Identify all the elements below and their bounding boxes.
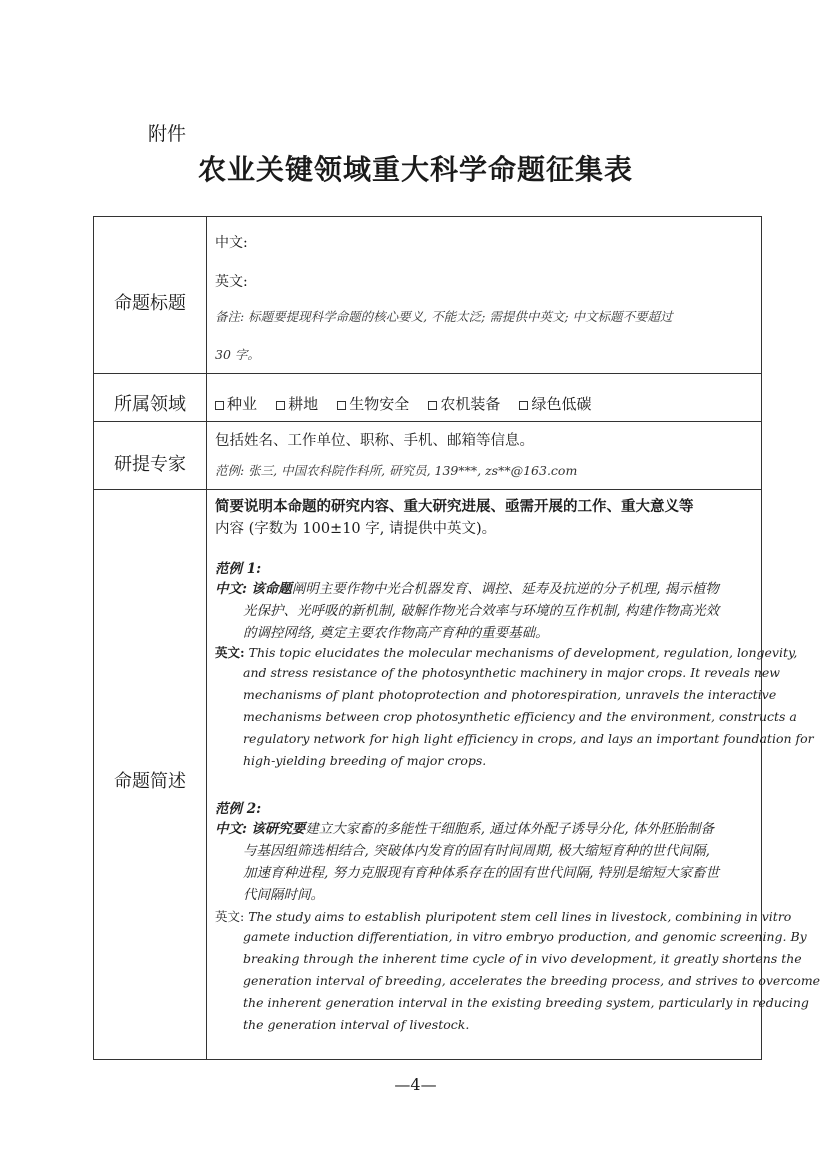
example2-en-line3: breaking through the inherent time cycle of in vivo development, it greatly shortens the (243, 951, 802, 966)
page-number: —4— (394, 1075, 437, 1094)
label-expert: 研提专家 (114, 454, 186, 475)
example1-zh-line3: 的调控网络, 奠定主要农作物高产育种的重要基础。 (243, 625, 549, 641)
page-title: 农业关键领域重大科学命题征集表 (197, 153, 633, 186)
expert-instruction: 包括姓名、工作单位、职称、手机、邮箱等信息。 (215, 433, 534, 449)
example2-zh-line1: 中文: 该研究要建立大家畜的多能性干细胞系, 通过体外配子诱导分化, 体外胚胎制备 (215, 821, 714, 837)
checkbox-icon[interactable] (337, 401, 346, 410)
chinese-title-field[interactable]: 中文: (215, 235, 248, 251)
example1-zh-line1: 中文: 该命题阐明主要作物中光合机器发育、调控、延寿及抗逆的分子机理, 揭示植物 (215, 581, 719, 597)
column-divider (206, 217, 207, 1059)
title-note-line1: 备注: 标题要提现科学命题的核心要义, 不能太泛; 需提供中英文; 中文标题不要超过 (215, 309, 673, 324)
label-summary: 命题简述 (114, 771, 186, 792)
option-farmland[interactable]: 耕地 (276, 395, 318, 413)
example1-en-line5: regulatory network for high light efficiency in crops, and lays an important foundation for (243, 731, 814, 746)
example2-en-line2: gamete induction differentiation, in vitro embryo production, and genomic screening. By (243, 929, 807, 944)
example2-en-line4: generation interval of breeding, accelerates the breeding process, and strives to overcome (243, 973, 821, 988)
option-biosecurity[interactable]: 生物安全 (337, 395, 409, 413)
checkbox-icon[interactable] (519, 401, 528, 410)
example1-en-line1: 英文: This topic elucidates the molecular mechanisms of development, regulation, longevity, (215, 645, 798, 660)
example2-en-line1: 英文: The study aims to establish pluripotent stem cell lines in livestock, combining in vitro (215, 909, 792, 924)
example1-en-line2: and stress resistance of the photosynthetic machinery in major crops. It reveals new (243, 665, 780, 680)
summary-intro-line2: 内容 (字数为 100±10 字, 请提供中英文)。 (215, 521, 497, 537)
topic-title-cell[interactable] (215, 217, 755, 373)
example1-en-line6: high-yielding breeding of major crops. (243, 753, 487, 768)
example1-zh-line2: 光保护、光呼吸的新机制, 破解作物光合效率与环境的互作机制, 构建作物高光效 (243, 603, 720, 619)
example2-zh-line3: 加速育种进程, 努力克服现有育种体系存在的固有世代间隔, 特别是缩短大家畜世 (243, 865, 720, 881)
example2-title: 范例 2: (215, 801, 262, 817)
checkbox-icon[interactable] (215, 401, 224, 410)
example2-en-line5: the inherent generation interval in the existing breeding system, particularly in reducing (243, 995, 809, 1010)
label-topic-title: 命题标题 (114, 293, 186, 314)
label-field: 所属领域 (114, 394, 186, 415)
summary-cell[interactable] (215, 489, 821, 1059)
row-divider (94, 373, 761, 374)
english-title-field[interactable]: 英文: (215, 274, 248, 290)
example2-en-line6: the generation interval of livestock. (243, 1017, 470, 1032)
example2-zh-line4: 代间隔时间。 (243, 887, 324, 903)
expert-cell[interactable] (215, 421, 755, 489)
proposal-form-table (93, 216, 821, 1060)
option-green-low-carbon[interactable]: 绿色低碳 (519, 395, 591, 413)
option-seed-industry[interactable]: 种业 (215, 395, 257, 413)
checkbox-icon[interactable] (428, 401, 437, 410)
example1-title: 范例 1: (215, 561, 262, 577)
summary-intro-line1: 简要说明本命题的研究内容、重大研究进展、亟需开展的工作、重大意义等 (215, 499, 694, 515)
checkbox-icon[interactable] (276, 401, 285, 410)
option-agri-machinery[interactable]: 农机装备 (428, 395, 500, 413)
example2-zh-line2: 与基因组筛选相结合, 突破体内发育的固有时间周期, 极大缩短育种的世代间隔, (243, 843, 710, 859)
example1-en-line3: mechanisms of plant photoprotection and photorespiration, unravels the interactive (243, 687, 777, 702)
example1-en-line4: mechanisms between crop photosynthetic efficiency and the environment, constructs a (243, 709, 797, 724)
attachment-label: 附件 (148, 123, 187, 145)
field-options (215, 393, 755, 414)
expert-example: 范例: 张三, 中国农科院作科所, 研究员, 139***, zs**@163.com (215, 463, 578, 478)
title-note-line2: 30 字。 (215, 347, 260, 362)
